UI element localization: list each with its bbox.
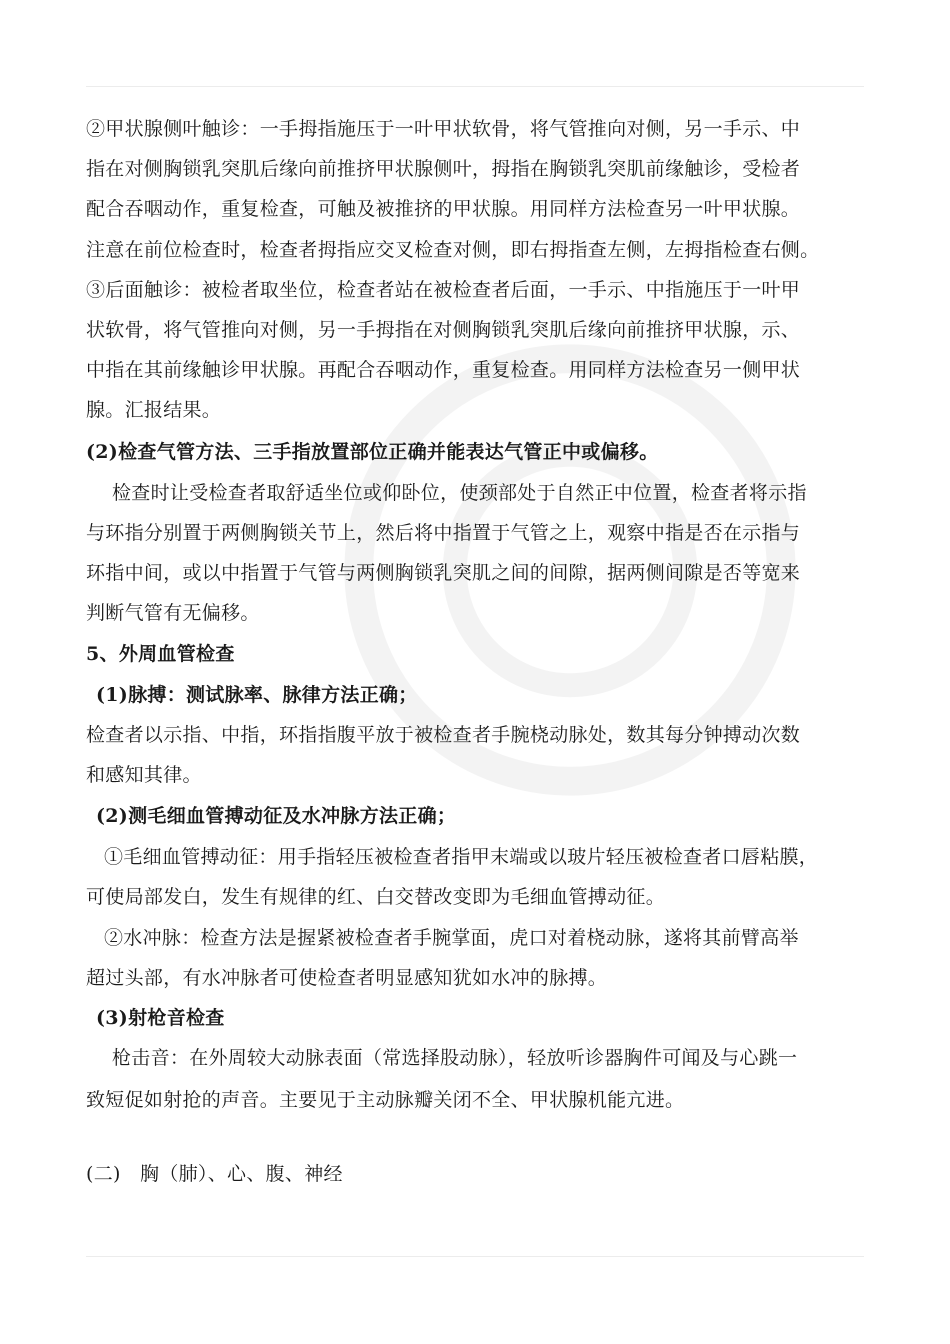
paragraph-line: 注意在前位检查时，检查者拇指应交叉检查对侧，即右拇指查左侧，左拇指检查右侧。 bbox=[86, 239, 820, 261]
paragraph-line: 和感知其律。 bbox=[86, 764, 202, 786]
paragraph-line: 判断气管有无偏移。 bbox=[86, 602, 260, 624]
paragraph-line: 中指在其前缘触诊甲状腺。再配合吞咽动作，重复检查。用同样方法检查另一侧甲状 bbox=[86, 359, 801, 381]
paragraph-line: ②水冲脉：检查方法是握紧被检查者手腕掌面，虎口对着桡动脉，遂将其前臂高举 bbox=[104, 927, 799, 949]
paragraph-line: 配合吞咽动作，重复检查，可触及被推挤的甲状腺。用同样方法检查另一叶甲状腺。 bbox=[86, 198, 801, 220]
paragraph-line: 枪击音：在外周较大动脉表面（常选择股动脉），轻放听诊器胸件可闻及与心跳一 bbox=[112, 1047, 798, 1069]
paragraph-line: 致短促如射抢的声音。主要见于主动脉瓣关闭不全、甲状腺机能亢进。 bbox=[86, 1089, 685, 1111]
header-rule bbox=[86, 86, 864, 87]
paragraph-line: 超过头部，有水冲脉者可使检查者明显感知犹如水冲的脉搏。 bbox=[86, 967, 608, 989]
paragraph-line: 指在对侧胸锁乳突肌后缘向前推挤甲状腺侧叶，拇指在胸锁乳突肌前缘触诊，受检者 bbox=[86, 158, 801, 180]
section-heading: (2)检查气管方法、三手指放置部位正确并能表达气管正中或偏移。 bbox=[86, 441, 659, 463]
paragraph-line: 与环指分别置于两侧胸锁关节上，然后将中指置于气管之上，观察中指是否在示指与 bbox=[86, 522, 801, 544]
paragraph-line: 腺。汇报结果。 bbox=[86, 399, 222, 421]
section-heading: (3)射枪音检查 bbox=[96, 1007, 225, 1029]
section-heading: (1)脉搏：测试脉率、脉律方法正确； bbox=[96, 684, 418, 706]
paragraph-line: 环指中间，或以中指置于气管与两侧胸锁乳突肌之间的间隙，据两侧间隙是否等宽来 bbox=[86, 562, 801, 584]
paragraph-line: 状软骨，将气管推向对侧，另一手拇指在对侧胸锁乳突肌后缘向前推挤甲状腺，示、 bbox=[86, 319, 801, 341]
paragraph-line: ③后面触诊：被检者取坐位，检查者站在被检查者后面，一手示、中指施压于一叶甲 bbox=[86, 279, 801, 301]
paragraph-line: 检查时让受检查者取舒适坐位或仰卧位，使颈部处于自然正中位置，检查者将示指 bbox=[112, 482, 807, 504]
paragraph-line: ②甲状腺侧叶触诊：一手拇指施压于一叶甲状软骨，将气管推向对侧，另一手示、中 bbox=[86, 118, 801, 140]
footer-rule bbox=[86, 1256, 864, 1257]
paragraph-line: ①毛细血管搏动征：用手指轻压被检查者指甲末端或以玻片轻压被检查者口唇粘膜， bbox=[104, 846, 819, 868]
section-heading: (2)测毛细血管搏动征及水冲脉方法正确； bbox=[96, 805, 457, 827]
paragraph-line: 可使局部发白，发生有规律的红、白交替改变即为毛细血管搏动征。 bbox=[86, 886, 666, 908]
paragraph-line: 检查者以示指、中指，环指指腹平放于被检查者手腕桡动脉处，数其每分钟搏动次数 bbox=[86, 724, 801, 746]
section-heading: 5、外周血管检查 bbox=[86, 643, 235, 665]
paragraph-line: (二) 胸（肺）、心、腹、神经 bbox=[86, 1163, 343, 1185]
